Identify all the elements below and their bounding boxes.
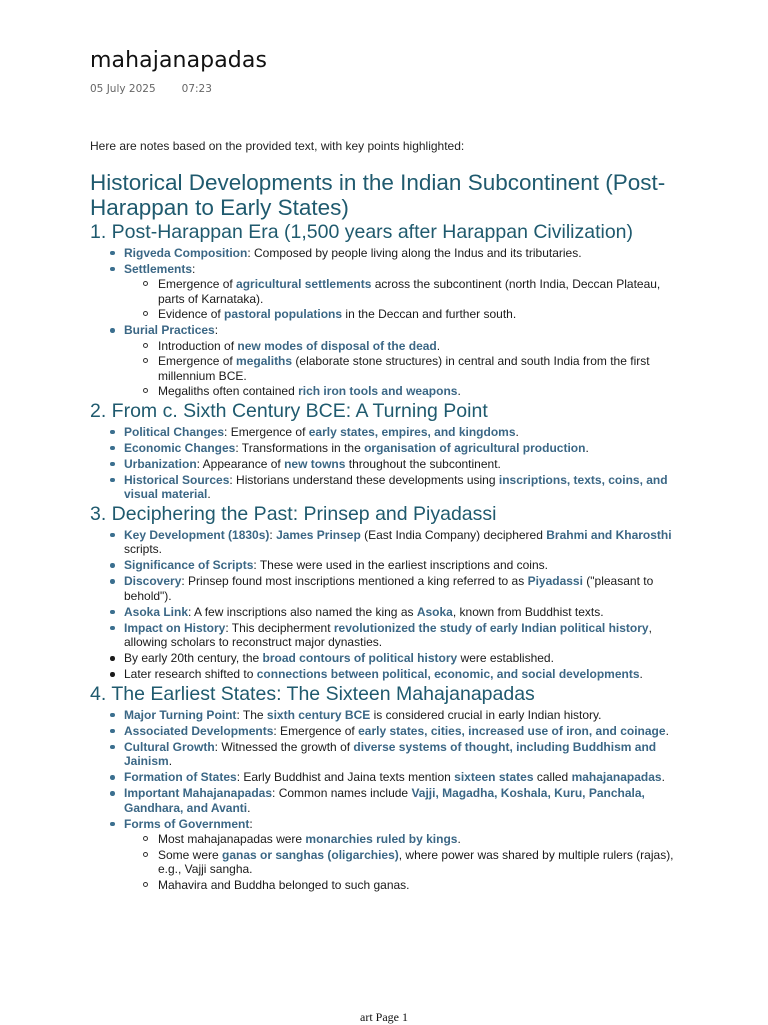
text-run: (elaborate stone structures) in central and south India from the first millennium BCE. [158,354,650,383]
text-run: , where power was shared by multiple rulers (rajas), e.g., Vajji sangha. [158,847,674,876]
text-run: : Appearance of [196,456,285,471]
intro-text: Here are notes based on the provided text, with key points highlighted: [90,139,465,153]
text-run: . [168,754,173,768]
key-term: sixth century BCE [266,707,371,722]
key-term: new towns [284,456,346,471]
text-run: : Prinsep found most inscriptions mentioned a king referred to as [181,574,528,588]
text-run: . [457,384,461,398]
key-term: early states, cities, increased use of iron, and coinage [358,723,666,738]
key-term: Asoka [416,604,453,619]
text-run: : Transformations in the [235,440,365,455]
text-run: throughout the subcontinent. [345,456,501,471]
key-term: organisation of agricultural production [364,440,586,455]
key-term: Formation of States [124,770,237,784]
key-term: mahajanapadas [571,770,662,784]
key-term: Asoka Link [124,604,189,619]
sub-list-item [158,384,690,399]
note-title[interactable]: mahajanapadas [90,48,268,73]
key-term: Forms of Government [124,816,250,831]
bullet-list [90,425,690,502]
sub-list-item [158,832,690,847]
key-term: Rigveda Composition [124,245,248,260]
note-timestamp [90,83,212,95]
key-term: Brahmi and Kharosthi [546,527,672,542]
text-run: , known from Buddhist texts. [452,604,604,619]
key-term: broad contours of political history [262,651,458,665]
section-heading: 3. Deciphering the Past: Prinsep and Piyadassi [90,503,497,525]
sub-bullet-list [124,339,690,399]
list-item [124,574,690,603]
key-term: Political Changes [124,424,225,439]
list-item [124,651,690,666]
page-footer: art Page 1 [360,1010,408,1024]
bullet-list [90,528,690,682]
text-run: (East India Company) deciphered [360,527,547,542]
key-term: Urbanization [124,456,197,471]
text-run: : The [236,707,267,722]
key-term: Cultural Growth [124,739,215,754]
key-term: Key Development (1830s) [124,527,270,542]
text-run: Evidence of [158,307,225,321]
list-item [124,323,690,399]
section-heading: 2. From c. Sixth Century BCE: A Turning Point [90,400,488,422]
text-run: Introduction of [158,338,238,353]
text-run: : Witnessed the growth of [214,739,354,754]
text-run: in the Deccan and further south. [342,307,517,321]
list-item [124,770,690,785]
key-term: Important Mahajanapadas [124,786,273,800]
key-term: revolutionized the study of early Indian political history [333,620,649,635]
text-run: . [585,440,589,455]
list-item [124,246,690,261]
text-run: . [207,487,211,501]
text-run: Emergence of [158,277,237,291]
note-date: 05 July 2025 [90,83,156,95]
text-run: : Emergence of [224,424,309,439]
key-term: inscriptions, texts, coins, and visual material [124,472,668,501]
text-run: : [214,323,219,337]
note-body [90,170,690,894]
text-run: , allowing scholars to reconstruct major dynasties. [124,620,652,649]
key-term: Major Turning Point [124,707,237,722]
key-term: connections between political, economic, and social developments [256,667,640,681]
sub-bullet-list [124,277,690,322]
list-item [124,262,690,322]
text-run: . [639,667,643,681]
list-item [124,441,690,456]
text-run: . [661,770,665,784]
sub-list-item [158,354,690,383]
key-term: monarchies ruled by kings [305,832,458,846]
key-term: early states, empires, and kingdoms [308,424,516,439]
key-term: James Prinsep [276,527,361,542]
sub-bullet-list [124,832,690,892]
sub-list-item [158,878,690,893]
text-run: : [249,816,253,831]
text-run: : A few inscriptions also named the king as [188,604,417,619]
section-heading: 4. The Earliest States: The Sixteen Mahajanapadas [90,683,535,705]
key-term: Significance of Scripts [124,558,254,572]
key-term: Associated Developments [124,723,274,738]
text-run: : Emergence of [273,723,359,738]
text-run: : Common names include [272,786,412,800]
text-run: were established. [457,651,554,665]
key-term: pastoral populations [224,307,343,321]
key-term: Economic Changes [124,440,236,455]
note-time: 07:23 [181,83,212,95]
text-run: . [665,723,669,738]
text-run: . [436,338,441,353]
text-run: . [247,800,251,815]
text-run: : This decipherment [225,620,334,635]
text-run: By early 20th century, the [124,651,263,665]
sub-list-item [158,848,690,877]
key-term: Discovery [124,574,182,588]
key-term: agricultural settlements [236,277,372,291]
text-run: Later research shifted to [124,667,257,681]
text-run: Mahavira and Buddha belonged to such ganas. [158,877,410,892]
bullet-list [90,246,690,399]
list-item [124,558,690,573]
list-item [124,786,690,815]
text-run: Some were [158,847,223,862]
list-item [124,817,690,893]
sub-list-item [158,277,690,306]
key-term: Burial Practices [124,323,215,337]
text-run: called [533,770,572,784]
list-item [124,724,690,739]
text-run: : Historians understand these developments using [229,472,499,487]
key-term: megaliths [236,354,293,368]
key-term: rich iron tools and weapons [298,384,458,398]
list-item [124,425,690,440]
list-item [124,708,690,723]
text-run: : Early Buddhist and Jaina texts mention [236,770,455,784]
list-item [124,473,690,502]
key-term: Impact on History [124,620,226,635]
text-run: : These were used in the earliest inscriptions and coins. [253,558,548,572]
key-term: diverse systems of thought, including Buddhism and Jainism [124,739,657,768]
text-run: across the subcontinent (north India, Deccan Plateau, parts of Karnataka). [158,277,661,306]
main-heading: Historical Developments in the Indian Subcontinent (Post-Harappan to Early States) [90,170,666,220]
key-term: Piyadassi [527,574,583,588]
text-run: Most mahajanapadas were [158,832,306,846]
key-term: new modes of disposal of the dead [237,338,437,353]
text-run: scripts. [124,542,163,556]
key-term: sixteen states [454,770,534,784]
list-item [124,457,690,472]
section-heading: 1. Post-Harappan Era (1,500 years after Harappan Civilization) [90,221,634,243]
text-run: ("pleasant to behold"). [124,574,654,603]
key-term: Settlements [124,261,193,276]
list-item [124,740,690,769]
text-run: . [457,832,461,846]
text-run: is considered crucial in early Indian history. [370,707,602,722]
text-run: : [269,527,277,542]
sub-list-item [158,307,690,322]
sub-list-item [158,339,690,354]
list-item [124,528,690,557]
list-item [124,605,690,620]
text-run: : [192,261,196,276]
key-term: Historical Sources [124,472,230,487]
bullet-list [90,708,690,893]
text-run: . [515,424,519,439]
list-item [124,621,690,650]
text-run: Megaliths often contained [158,384,299,398]
text-run: Emergence of [158,354,237,368]
key-term: Vajji, Magadha, Koshala, Kuru, Panchala, Gandhara, and Avanti [124,786,645,815]
list-item [124,667,690,682]
text-run: : Composed by people living along the Indus and its tributaries. [247,245,582,260]
key-term: ganas or sanghas (oligarchies) [222,847,399,862]
